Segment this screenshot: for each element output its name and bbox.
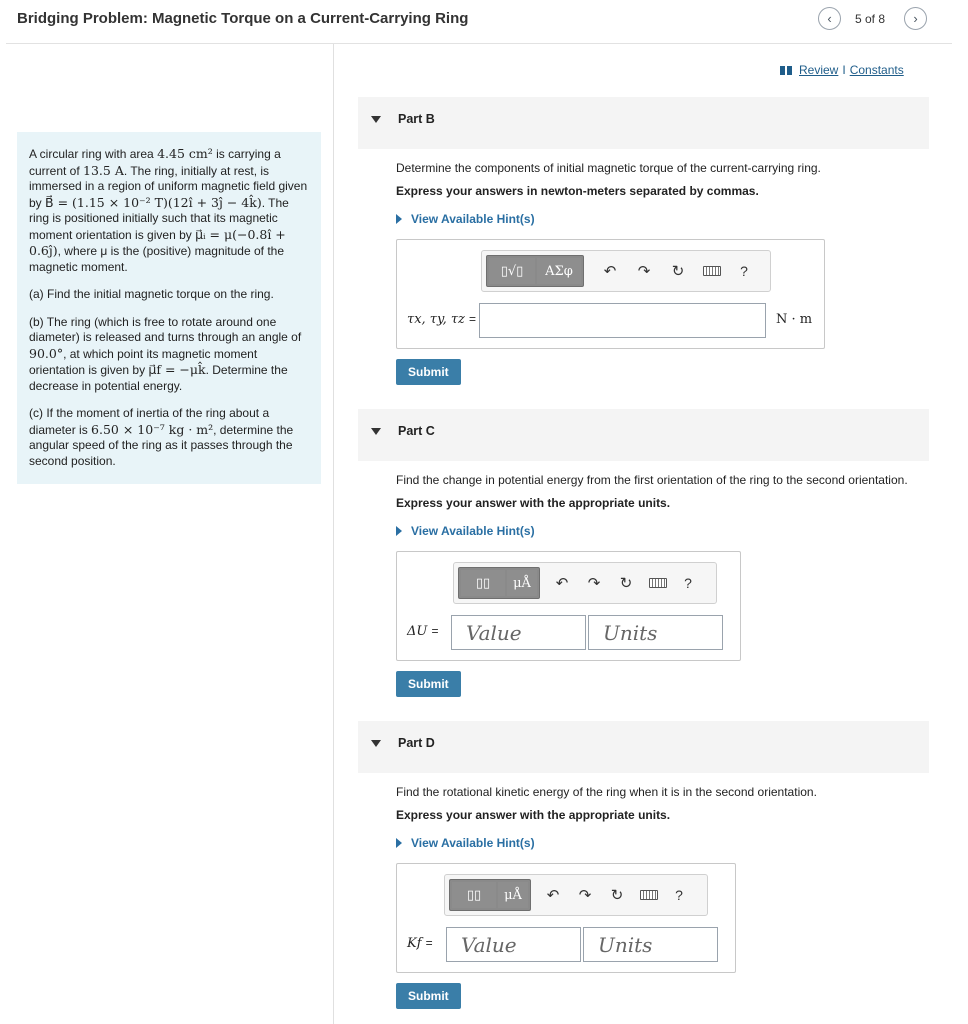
- redo-icon[interactable]: ↷: [578, 887, 592, 904]
- keyboard-icon[interactable]: [635, 882, 663, 908]
- caret-right-icon: [396, 214, 402, 224]
- top-links: [780, 63, 904, 77]
- collapse-caret-icon[interactable]: [371, 740, 381, 747]
- undo-icon[interactable]: ↶: [603, 263, 617, 280]
- page-title: Bridging Problem: Magnetic Torque on a Current-Carrying Ring: [17, 10, 469, 27]
- caret-right-icon: [396, 838, 402, 848]
- part-b-submit-button[interactable]: Submit: [396, 359, 461, 385]
- part-c-answer-box: [396, 551, 741, 661]
- part-b-answer-box: [396, 239, 825, 349]
- redo-icon[interactable]: ↷: [587, 575, 601, 592]
- part-c-instruction: Express your answer with the appropriate units.: [396, 496, 671, 510]
- part-c-toolbar: [453, 562, 717, 604]
- part-d-instruction: Express your answer with the appropriate units.: [396, 808, 671, 822]
- part-b-title: Part B: [398, 112, 435, 126]
- constants-link[interactable]: Constants: [849, 63, 904, 77]
- part-c-value-input[interactable]: Value: [451, 615, 586, 650]
- part-d-question: Find the rotational kinetic energy of the ring when it is in the second orientation.: [396, 785, 817, 799]
- problem-statement: [17, 132, 321, 484]
- part-d-header[interactable]: [358, 721, 929, 773]
- part-d-hint-toggle[interactable]: View Available Hint(s): [396, 836, 535, 850]
- keyboard-icon[interactable]: [644, 570, 672, 596]
- redo-icon[interactable]: ↷: [637, 263, 651, 280]
- part-d-label: Kf =: [407, 936, 433, 951]
- part-b-instruction: Express your answers in newton-meters separated by commas.: [396, 184, 759, 198]
- part-c-question: Find the change in potential energy from the first orientation of the ring to the second orientation.: [396, 473, 908, 487]
- part-c-hint-toggle[interactable]: View Available Hint(s): [396, 524, 535, 538]
- reset-icon[interactable]: ↻: [619, 575, 633, 592]
- template-button-group: [449, 879, 531, 911]
- prev-button[interactable]: [818, 7, 841, 30]
- templates-button[interactable]: ▯√▯: [489, 258, 535, 284]
- part-d-answer-box: [396, 863, 736, 973]
- help-icon[interactable]: ?: [684, 575, 692, 591]
- part-b-toolbar: [481, 250, 771, 292]
- part-d-units-input[interactable]: Units: [583, 927, 718, 962]
- part-d-value-input[interactable]: Value: [446, 927, 581, 962]
- caret-right-icon: [396, 526, 402, 536]
- undo-icon[interactable]: ↶: [555, 575, 569, 592]
- book-icon: [780, 66, 792, 75]
- part-c-submit-button[interactable]: Submit: [396, 671, 461, 697]
- problem-part-c: (c) If the moment of inertia of the ring about a diameter is 6.50 × 10⁻⁷ kg · m², determine the angular speed of the ring as it passes through the second position.: [29, 406, 294, 468]
- help-icon[interactable]: ?: [675, 887, 683, 903]
- part-b-label: τx, τy, τz =: [407, 312, 477, 327]
- template-button-group: [486, 255, 584, 287]
- problem-intro: A circular ring with area 4.45 cm² is carrying a current of 13.5 A. The ring, initially at rest, is immersed in a region of uniform magnetic field given by B⃗ = (1.15 × 10⁻² T)(12î + 3ĵ − 4k̂). The ring is positioned initially such that its magnetic moment orientation is given by μ⃗ᵢ = μ(−0.8î + 0.6ĵ), where μ is the (positive) magnitude of the magnetic moment.: [29, 146, 308, 274]
- next-button[interactable]: [904, 7, 927, 30]
- help-icon[interactable]: ?: [740, 263, 748, 279]
- units-button[interactable]: μÅ: [507, 570, 537, 596]
- part-b-hint-toggle[interactable]: View Available Hint(s): [396, 212, 535, 226]
- part-c-header[interactable]: [358, 409, 929, 461]
- problem-part-a: (a) Find the initial magnetic torque on the ring.: [29, 287, 274, 301]
- part-b-question: Determine the components of initial magnetic torque of the current-carrying ring.: [396, 161, 821, 175]
- undo-icon[interactable]: ↶: [546, 887, 560, 904]
- part-d-toolbar: [444, 874, 708, 916]
- collapse-caret-icon[interactable]: [371, 116, 381, 123]
- part-b-input[interactable]: [479, 303, 766, 338]
- part-d-submit-button[interactable]: Submit: [396, 983, 461, 1009]
- units-button[interactable]: μÅ: [498, 882, 528, 908]
- problem-part-b: (b) The ring (which is free to rotate around one diameter) is released and turns through an angle of 90.0°, at which point its magnetic moment orientation is given by μ⃗f = −μk̂. Determine the decrease in potential energy.: [29, 314, 302, 393]
- part-c-units-input[interactable]: Units: [588, 615, 723, 650]
- header-divider: [6, 43, 952, 44]
- collapse-caret-icon[interactable]: [371, 428, 381, 435]
- part-c-label: ΔU =: [407, 624, 439, 639]
- keyboard-icon[interactable]: [698, 258, 726, 284]
- part-d-title: Part D: [398, 736, 435, 750]
- chevron-left-icon: ‹: [827, 11, 832, 26]
- templates-button[interactable]: ▯▯: [452, 882, 496, 908]
- templates-button[interactable]: ▯▯: [461, 570, 505, 596]
- link-separator: I: [842, 63, 846, 77]
- reset-icon[interactable]: ↻: [610, 887, 624, 904]
- template-button-group: [458, 567, 540, 599]
- part-b-unit: N · m: [776, 312, 813, 327]
- pager-text: 5 of 8: [855, 12, 886, 26]
- review-link[interactable]: Review: [799, 63, 839, 77]
- chevron-right-icon: ›: [913, 11, 918, 26]
- header: [0, 0, 968, 44]
- reset-icon[interactable]: ↻: [671, 263, 685, 280]
- column-divider: [333, 44, 334, 1024]
- part-c-title: Part C: [398, 424, 435, 438]
- greek-symbols-button[interactable]: ΑΣφ: [537, 258, 581, 284]
- part-b-header[interactable]: [358, 97, 929, 149]
